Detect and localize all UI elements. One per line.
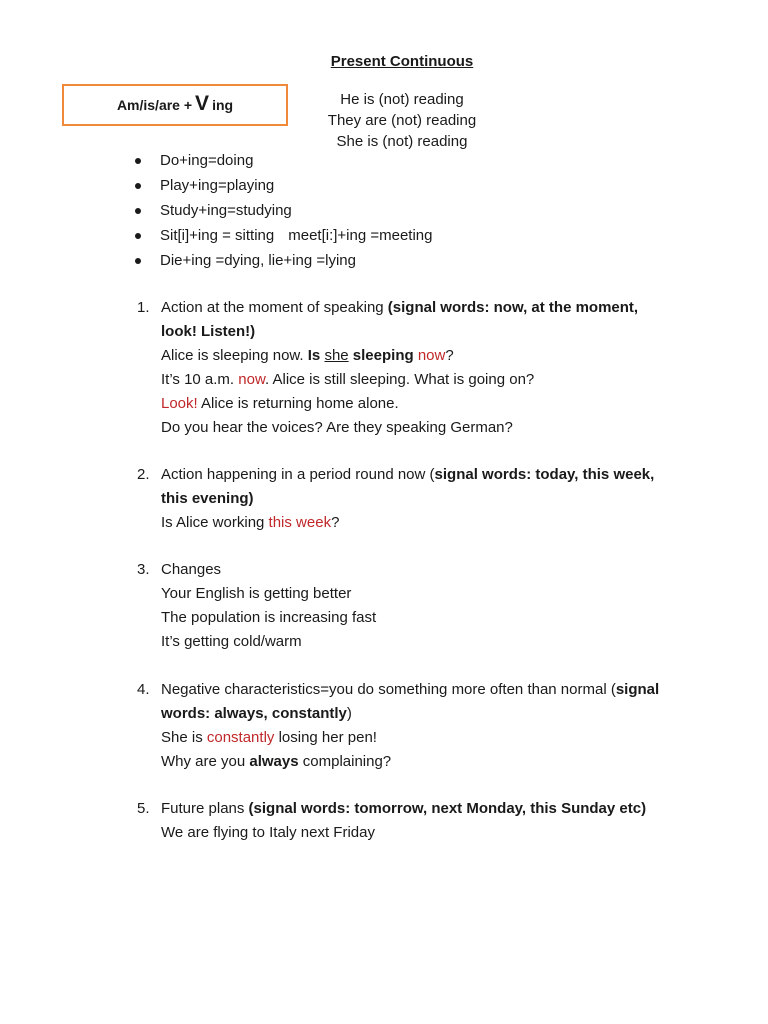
rule-text: Study+ing=studying [160,202,292,219]
formula-part1: Am/is/are + [116,97,193,113]
text-fragment: Negative characteristics=you do something more often than normal ( [161,681,616,698]
section-heading: Changes [161,561,222,578]
formula-verb: V [195,92,210,115]
text-fragment: this week [268,514,332,531]
section-number: 3. [137,561,150,578]
text-fragment: Action at the moment of speaking [161,299,388,316]
section-heading-cont: this evening) [161,490,254,507]
example-sentences [302,89,502,152]
example-sentence [161,392,741,416]
text-fragment: (signal words: tomorrow, next Monday, this Sunday etc) [248,800,647,817]
list-item [160,175,433,200]
example-sentence: The population is increasing fast [161,609,377,626]
text-fragment: Why are you [161,753,250,770]
bullet-icon [135,258,141,264]
text-fragment: now [238,371,265,388]
text-fragment: losing her pen! [274,729,377,746]
example-sentence [161,750,741,774]
text-fragment: . Alice is still sleeping. What is going on? [264,371,535,388]
rule-text: Die+ing =dying, lie+ing =lying [160,252,356,269]
section-number: 1. [137,299,150,316]
rule-text: Do+ing=doing [160,152,254,169]
text-fragment: Is Alice working [161,514,269,531]
bullet-icon [135,233,141,239]
section-number: 5. [137,800,150,817]
text-fragment: She is [161,729,207,746]
section-heading-cont [161,702,741,726]
text-fragment: It’s 10 a.m. [161,371,239,388]
list-item [160,200,433,225]
rule-text: meet[i:]+ing =meeting [288,227,433,244]
example-line: He is (not) reading [340,91,464,108]
text-fragment: complaining? [298,753,392,770]
bullet-icon [135,208,141,214]
example-line: She is (not) reading [336,133,468,150]
rule-text: Play+ing=playing [160,177,275,194]
section-heading [161,797,741,821]
section-heading [161,463,741,487]
text-fragment: signal words: today, this week, [434,466,655,483]
text-fragment: constantly [206,729,275,746]
page-title: Present Continuous [330,53,474,70]
list-item [160,225,433,250]
example-sentence: We are flying to Italy next Friday [161,824,375,841]
text-fragment: always [249,753,299,770]
example-sentence: Do you hear the voices? Are they speaking German? [161,419,513,436]
text-fragment: (signal words: now, at the moment, [387,299,639,316]
text-fragment: now [417,347,446,364]
text-fragment: Action happening in a period round now ( [161,466,435,483]
section-heading [161,678,741,702]
text-fragment: ? [445,347,454,364]
text-fragment: Alice is returning home alone. [197,395,399,412]
example-line: They are (not) reading [327,112,477,129]
rule-text: Sit[i]+ing = sitting [160,227,275,244]
list-item [160,250,433,275]
text-fragment: ) [346,705,352,722]
example-sentence [161,511,741,535]
example-sentence [161,344,741,368]
text-fragment: she [324,347,349,364]
example-sentence: Your English is getting better [161,585,352,602]
text-fragment: signal [615,681,660,698]
example-sentence [161,368,741,392]
bullet-icon [135,158,141,164]
text-fragment: Is [307,347,321,364]
example-sentence [161,726,741,750]
text-fragment: Future plans [161,800,249,817]
formula-box [62,84,288,126]
formula-part2: ing [212,97,234,113]
section-heading-cont: look! Listen!) [161,323,256,340]
bullet-icon [135,183,141,189]
list-item [160,150,433,175]
text-fragment: Alice is sleeping now. [161,347,308,364]
text-fragment: ? [331,514,340,531]
section-number: 2. [137,466,150,483]
text-fragment: sleeping [352,347,414,364]
example-sentence: It’s getting cold/warm [161,633,302,650]
section-heading [161,296,741,320]
section-number: 4. [137,681,150,698]
text-fragment: Look! [161,395,198,412]
text-fragment: words: always, constantly [161,705,347,722]
spelling-rules-list [160,150,433,275]
